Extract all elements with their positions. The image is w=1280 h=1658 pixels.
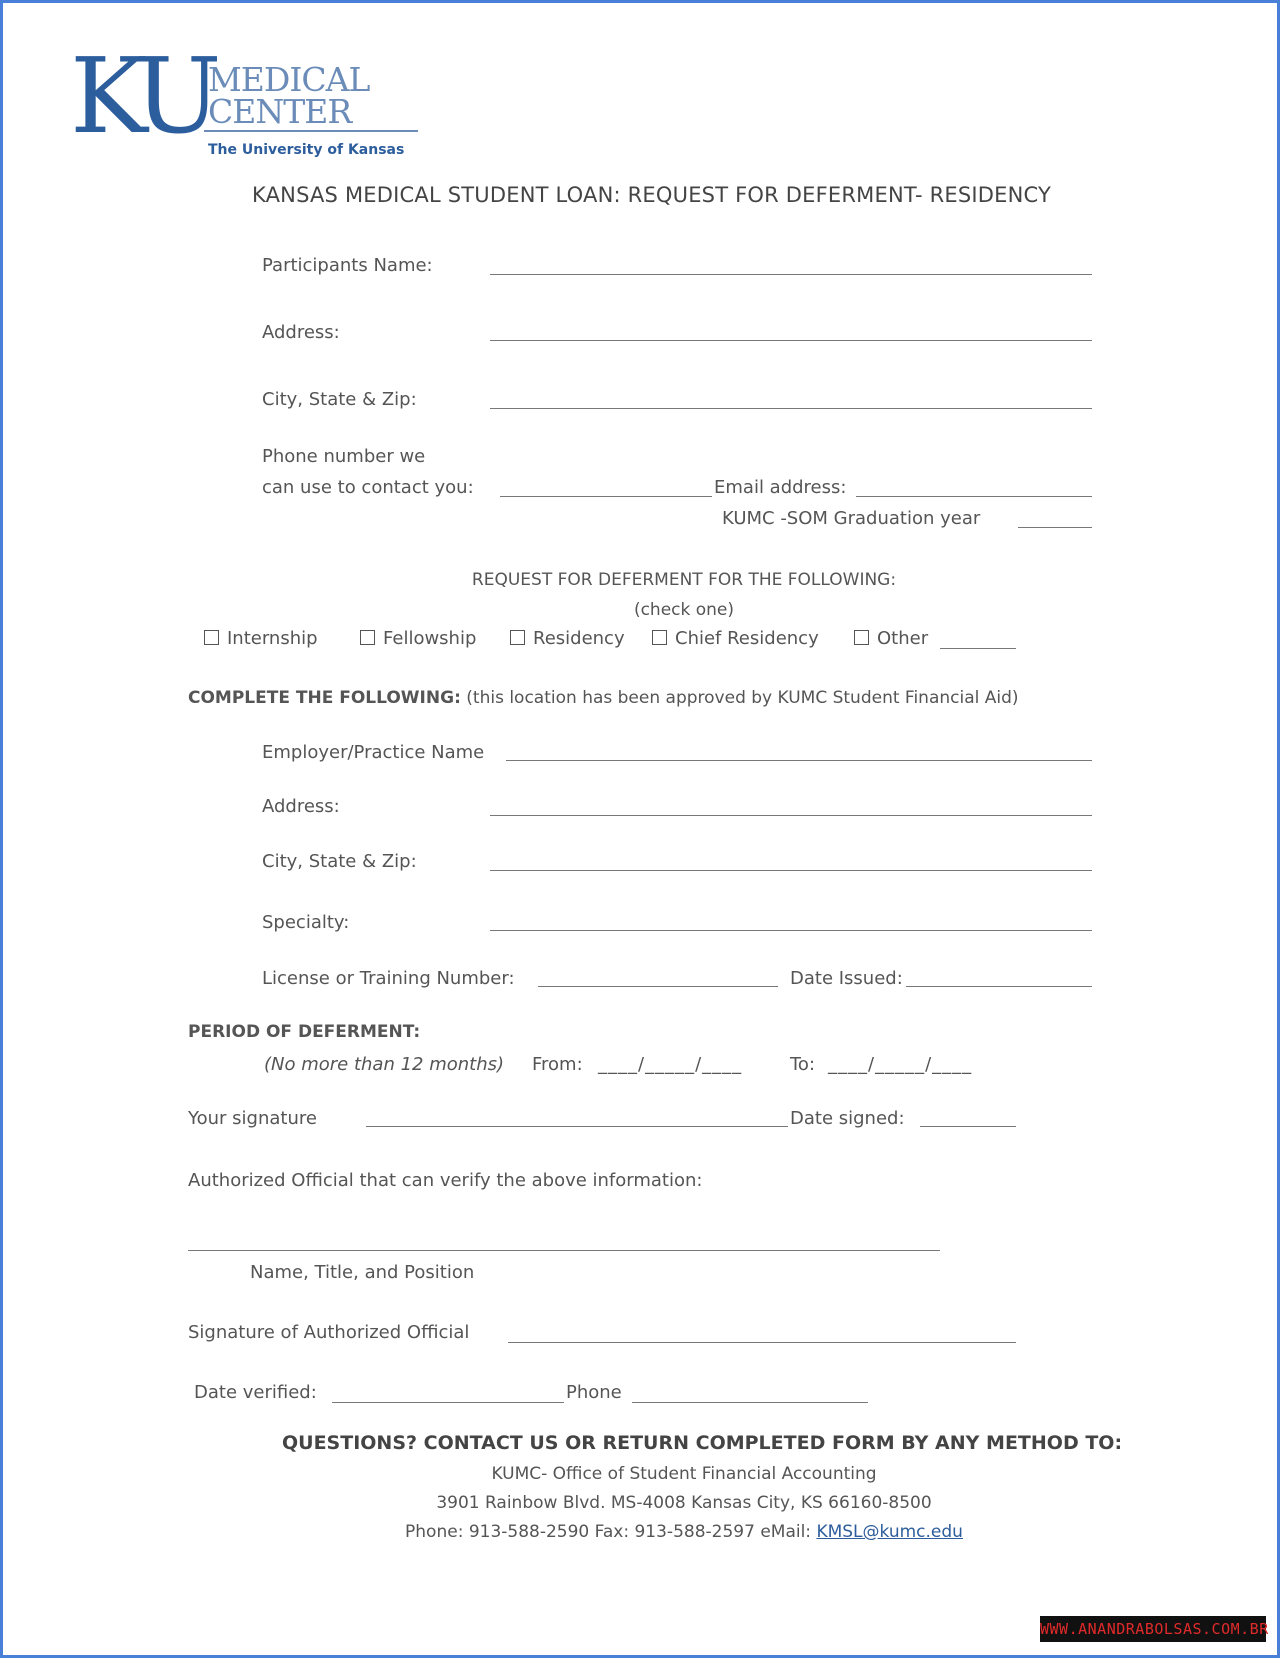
official-phone-label: Phone	[566, 1382, 622, 1403]
date-verified-label: Date verified:	[194, 1382, 317, 1403]
logo-medical: MEDICAL	[208, 60, 370, 99]
logo-university: The University of Kansas	[208, 142, 405, 158]
request-check-note: (check one)	[633, 600, 735, 620]
graduation-year-label: KUMC -SOM Graduation year	[722, 508, 981, 529]
logo-center: CENTER	[208, 92, 352, 131]
phone-label-line2: can use to contact you:	[262, 477, 474, 498]
date-verified-field[interactable]	[332, 1402, 564, 1403]
period-limit: (No more than 12 months)	[264, 1054, 505, 1075]
contact-email-link[interactable]: KMSL@kumc.edu	[816, 1522, 963, 1542]
watermark-banner: WWW.ANANDRABOLSAS.COM.BR	[1040, 1616, 1266, 1642]
contact-address: 3901 Rainbow Blvd. MS-4008 Kansas City, KS 66160-8500	[436, 1493, 932, 1513]
option-chief-residency[interactable]: Chief Residency	[652, 628, 819, 649]
participant-name-field[interactable]	[490, 274, 1092, 275]
complete-heading: COMPLETE THE FOLLOWING:	[188, 688, 461, 708]
participant-city-field[interactable]	[490, 408, 1092, 409]
email-field[interactable]	[856, 496, 1092, 497]
participant-address-field[interactable]	[490, 340, 1092, 341]
contact-phone-fax: Phone: 913-588-2590 Fax: 913-588-2597 eMail:	[405, 1522, 812, 1542]
date-issued-label: Date Issued:	[790, 968, 903, 989]
official-name-field[interactable]	[188, 1250, 940, 1251]
employer-field[interactable]	[506, 760, 1092, 761]
official-phone-field[interactable]	[632, 1402, 868, 1403]
phone-label-line1: Phone number we	[262, 446, 426, 467]
medical-center-logo-text	[208, 60, 370, 131]
logo-divider	[204, 130, 418, 132]
employer-city-label: City, State & Zip:	[262, 851, 417, 872]
graduation-year-field[interactable]	[1018, 527, 1092, 528]
participant-address-label: Address:	[262, 322, 340, 343]
participant-name-label: Participants Name:	[262, 255, 433, 276]
period-to-label: To:	[790, 1054, 816, 1075]
employer-address-field[interactable]	[490, 815, 1092, 816]
employer-city-field[interactable]	[490, 870, 1092, 871]
checkbox-icon[interactable]	[652, 630, 667, 645]
employer-label: Employer/Practice Name	[262, 742, 485, 763]
your-signature-label: Your signature	[188, 1108, 317, 1129]
ku-logo: KU	[70, 35, 212, 157]
date-issued-field[interactable]	[906, 986, 1092, 987]
complete-heading-row	[188, 688, 1019, 708]
option-residency[interactable]: Residency	[510, 628, 625, 649]
checkbox-icon[interactable]	[510, 630, 525, 645]
checkbox-icon[interactable]	[854, 630, 869, 645]
period-from-label: From:	[532, 1054, 583, 1075]
option-internship[interactable]: Internship	[204, 628, 318, 649]
official-signature-label: Signature of Authorized Official	[188, 1322, 470, 1343]
checkbox-icon[interactable]	[204, 630, 219, 645]
option-other[interactable]: Other	[854, 628, 928, 649]
email-label: Email address:	[714, 477, 847, 498]
official-signature-field[interactable]	[508, 1342, 1016, 1343]
period-to-field[interactable]: ____/_____/____	[828, 1054, 973, 1075]
phone-field[interactable]	[500, 496, 712, 497]
specialty-field[interactable]	[490, 930, 1092, 931]
your-signature-field[interactable]	[366, 1126, 788, 1127]
employer-address-label: Address:	[262, 796, 340, 817]
complete-note: (this location has been approved by KUMC Student Financial Aid)	[466, 688, 1019, 708]
participant-city-label: City, State & Zip:	[262, 389, 417, 410]
official-name-title-label: Name, Title, and Position	[250, 1262, 475, 1283]
contact-office: KUMC- Office of Student Financial Accounting	[491, 1464, 877, 1484]
license-field[interactable]	[538, 986, 778, 987]
official-heading: Authorized Official that can verify the above information:	[188, 1170, 703, 1191]
license-label: License or Training Number:	[262, 968, 515, 989]
checkbox-icon[interactable]	[360, 630, 375, 645]
period-heading: PERIOD OF DEFERMENT:	[188, 1022, 421, 1042]
date-signed-field[interactable]	[920, 1126, 1016, 1127]
contact-phone-fax-row	[0, 1522, 1280, 1542]
other-field[interactable]	[940, 648, 1016, 649]
option-fellowship[interactable]: Fellowship	[360, 628, 476, 649]
period-from-field[interactable]: ____/_____/____	[598, 1054, 743, 1075]
contact-heading: QUESTIONS? CONTACT US OR RETURN COMPLETED FORM BY ANY METHOD TO:	[282, 1432, 1123, 1454]
date-signed-label: Date signed:	[790, 1108, 905, 1129]
request-heading: REQUEST FOR DEFERMENT FOR THE FOLLOWING:	[471, 570, 897, 590]
specialty-label: Specialty:	[262, 912, 350, 933]
form-title: KANSAS MEDICAL STUDENT LOAN: REQUEST FOR DEFERMENT- RESIDENCY	[252, 183, 1052, 207]
